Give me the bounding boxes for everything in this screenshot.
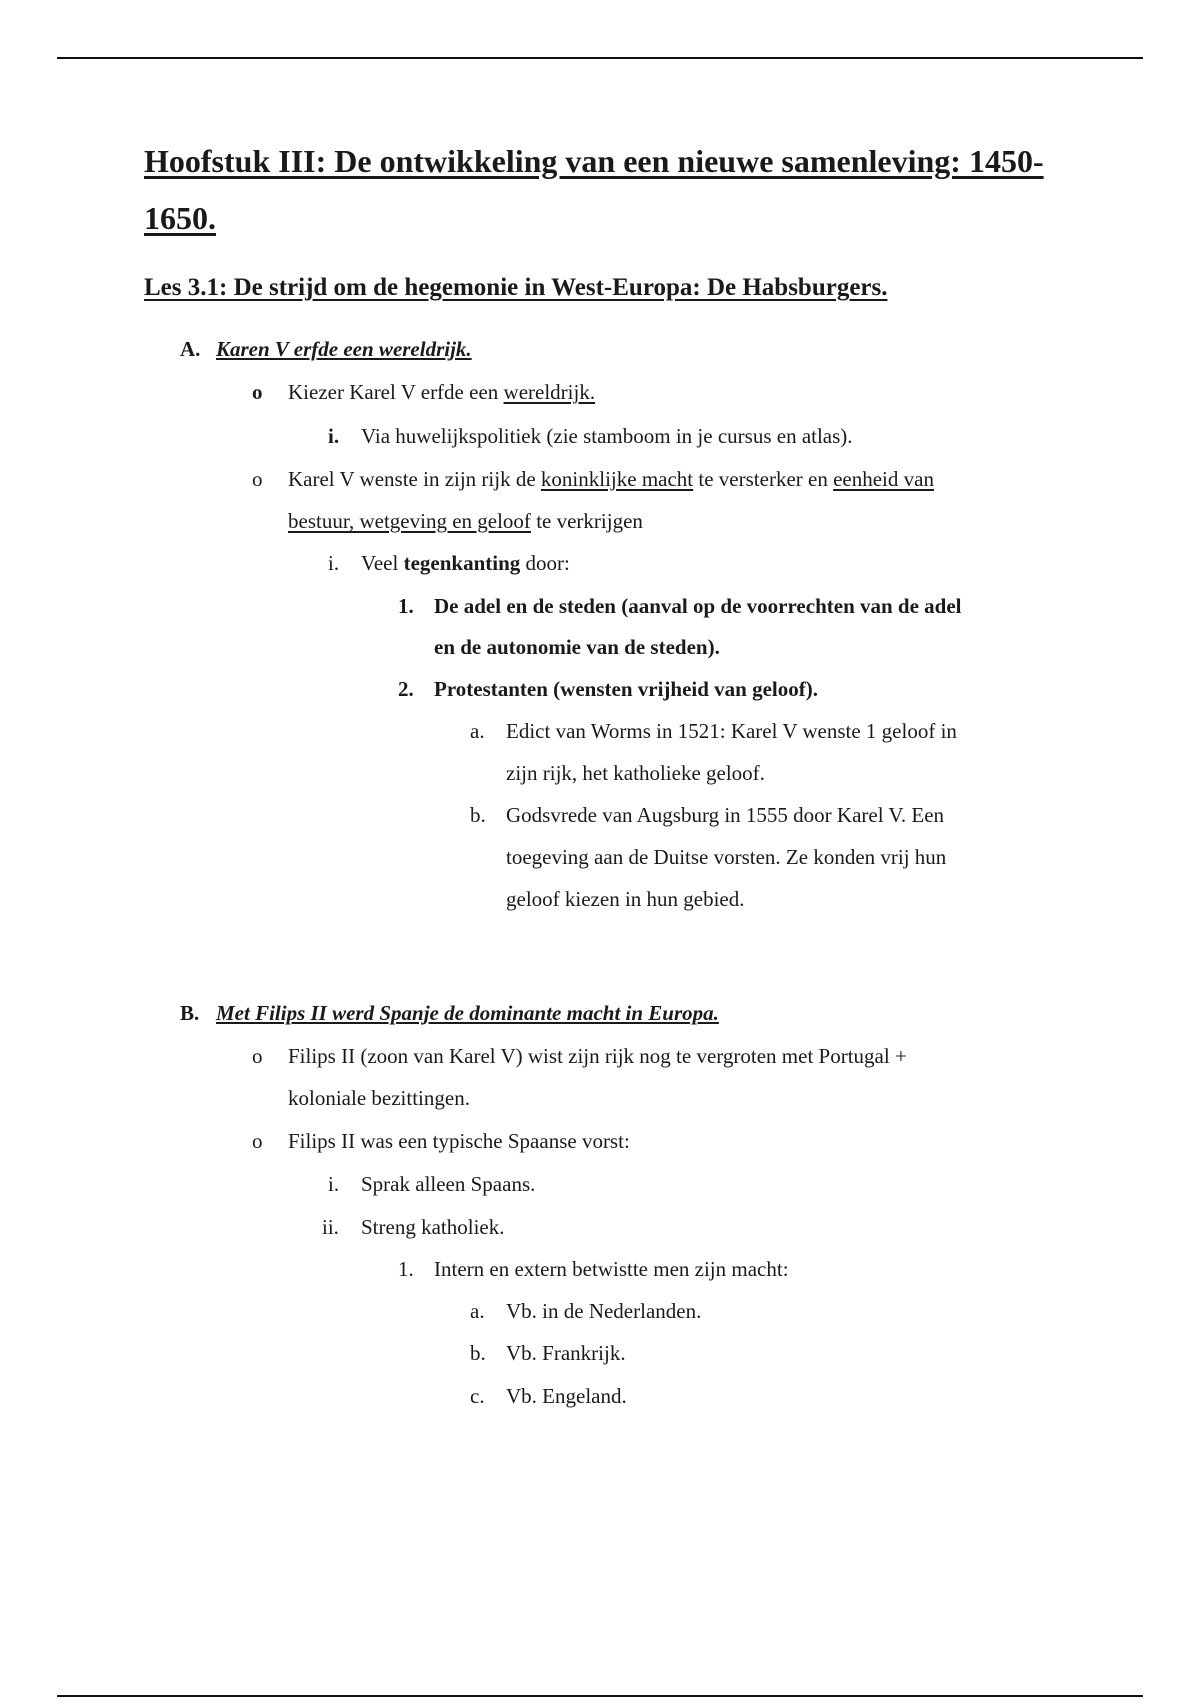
section-b-sub-ii: Streng katholiek. xyxy=(361,1215,505,1239)
sub-marker: ii. xyxy=(322,1215,339,1239)
sub-i2-post: door: xyxy=(520,551,570,575)
item-marker: b. xyxy=(470,1341,486,1365)
chapter-title-line1: Hoofstuk III: De ontwikkeling van een nieuwe samenleving: 1450- xyxy=(144,143,1044,179)
bullet-marker: o xyxy=(252,1044,263,1068)
section-a-item2b-line3: geloof kiezen in hun gebied. xyxy=(506,887,745,911)
bullet-marker: o xyxy=(252,380,263,404)
section-a-item2a-line2: zijn rijk, het katholieke geloof. xyxy=(506,761,765,785)
section-a-letter: A. xyxy=(180,337,201,361)
bullet1-text: Kiezer Karel V erfde een xyxy=(288,380,504,404)
section-b-letter: B. xyxy=(180,1001,200,1025)
item-marker: a. xyxy=(470,719,485,743)
lesson-title: Les 3.1: De strijd om de hegemonie in West-Europa: De Habsburgers. xyxy=(144,274,888,301)
section-a-item2: Protestanten (wensten vrijheid van geloof). xyxy=(434,677,818,701)
section-a-item1-line2: en de autonomie van de steden). xyxy=(434,635,720,659)
footer-rule xyxy=(57,1695,1143,1697)
bullet2-underline2: eenheid van xyxy=(833,467,934,491)
chapter-title-line2: 1650. xyxy=(144,200,216,236)
section-b-bullet1-line2: koloniale bezittingen. xyxy=(288,1086,470,1110)
section-a-sub-i2 xyxy=(361,551,570,576)
sub-i2-pre: Veel xyxy=(361,551,404,575)
item-marker: 2. xyxy=(398,677,414,701)
section-a-bullet1 xyxy=(288,380,595,405)
bullet-marker: o xyxy=(252,1129,263,1153)
bullet2-part1: Karel V wenste in zijn rijk de xyxy=(288,467,541,491)
section-b-item1: Intern en extern betwistte men zijn macht: xyxy=(434,1257,789,1281)
section-b-item-b: Vb. Frankrijk. xyxy=(506,1341,626,1365)
sub-marker: i. xyxy=(328,424,340,448)
bullet2-underline3: bestuur, wetgeving en geloof xyxy=(288,509,531,533)
section-a-heading: Karen V erfde een wereldrijk. xyxy=(216,337,472,361)
section-a-item2a-line1: Edict van Worms in 1521: Karel V wenste 1 geloof in xyxy=(506,719,957,743)
bullet1-underlined: wereldrijk. xyxy=(503,380,596,404)
section-a-bullet2-line1 xyxy=(288,467,934,492)
bullet2-underline1: koninklijke macht xyxy=(540,467,694,491)
bullet2-part2: te versterker en xyxy=(693,467,834,491)
section-a-item1-line1: De adel en de steden (aanval op de voorrechten van de adel xyxy=(434,594,962,618)
item-marker: 1. xyxy=(398,1257,414,1281)
item-marker: 1. xyxy=(398,594,414,618)
item-marker: a. xyxy=(470,1299,485,1323)
sub-i2-bold: tegenkanting xyxy=(403,551,521,575)
section-b-bullet2: Filips II was een typische Spaanse vorst: xyxy=(288,1129,630,1153)
section-a-item2b-line1: Godsvrede van Augsburg in 1555 door Karel V. Een xyxy=(506,803,945,827)
section-a-bullet2-line2 xyxy=(288,509,643,534)
section-b-item-c: Vb. Engeland. xyxy=(506,1384,627,1408)
sub-marker: i. xyxy=(328,551,340,575)
section-a-sub-i: Via huwelijkspolitiek (zie stamboom in je cursus en atlas). xyxy=(361,424,853,448)
section-b-item-a: Vb. in de Nederlanden. xyxy=(506,1299,702,1323)
header-rule xyxy=(57,57,1143,59)
section-b-sub-i: Sprak alleen Spaans. xyxy=(361,1172,536,1196)
section-b-bullet1-line1: Filips II (zoon van Karel V) wist zijn rijk nog te vergroten met Portugal + xyxy=(288,1044,907,1068)
item-marker: b. xyxy=(470,803,486,827)
bullet2-part3: te verkrijgen xyxy=(530,509,643,533)
section-a-item2b-line2: toegeving aan de Duitse vorsten. Ze konden vrij hun xyxy=(506,845,947,869)
item-marker: c. xyxy=(470,1384,485,1408)
bullet-marker: o xyxy=(252,467,263,491)
section-b-heading: Met Filips II werd Spanje de dominante macht in Europa. xyxy=(216,1001,719,1025)
sub-marker: i. xyxy=(328,1172,340,1196)
